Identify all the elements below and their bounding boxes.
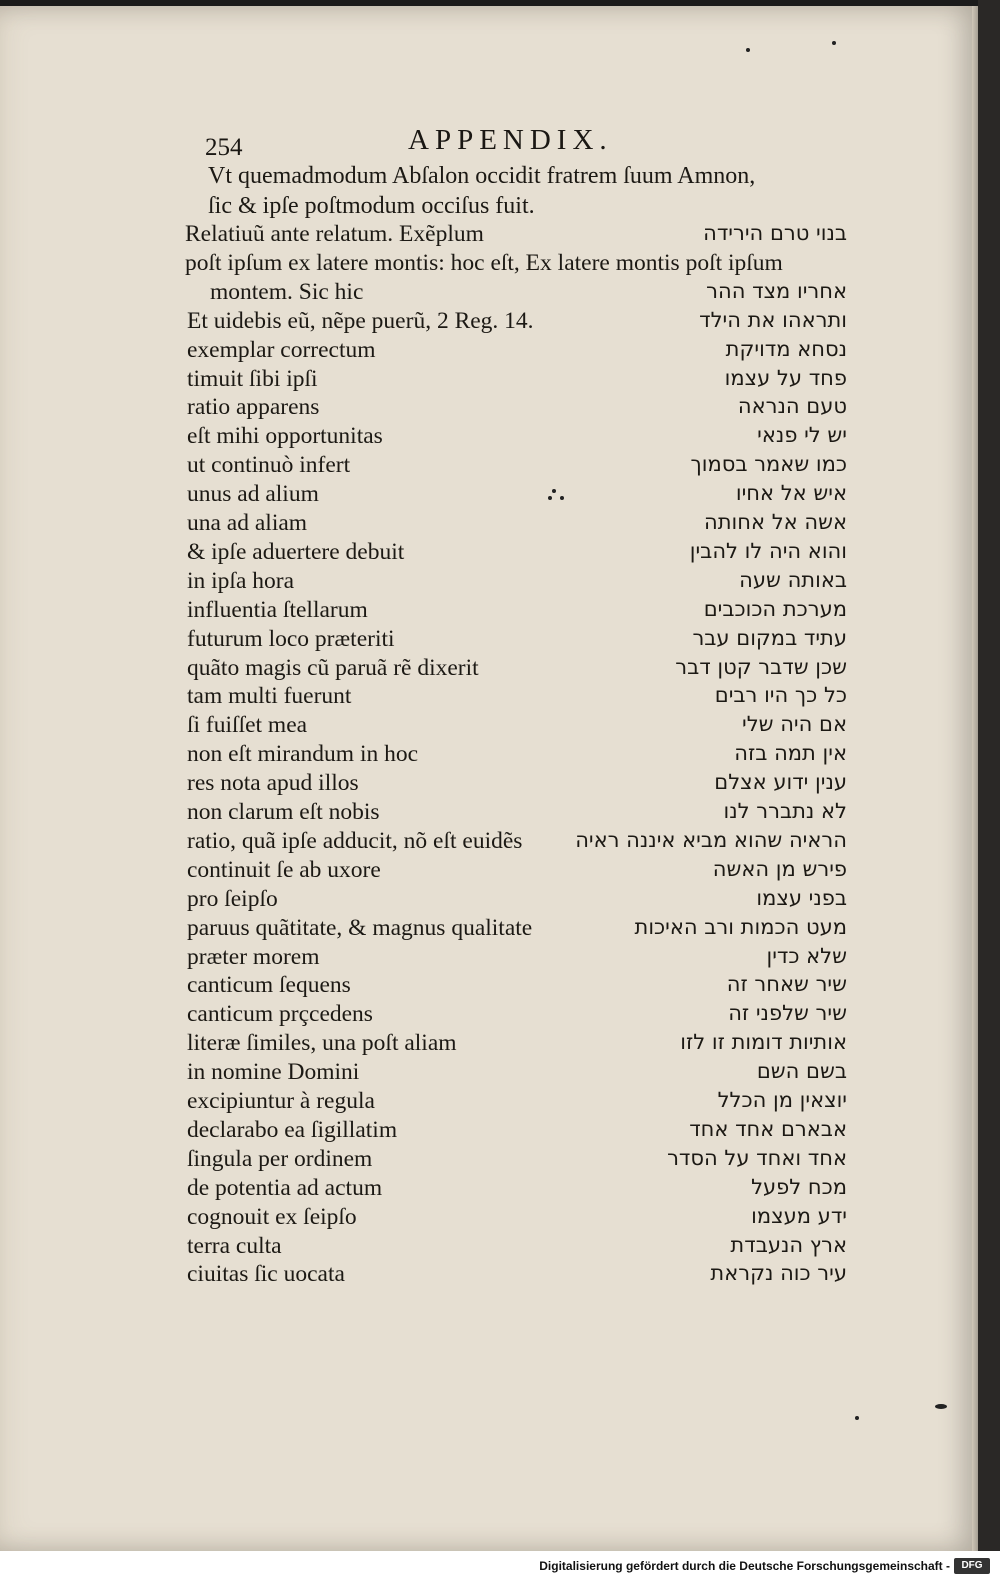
latin-phrase: eſt mihi opportunitas <box>187 423 383 450</box>
latin-phrase: cognouit ex ſeipſo <box>187 1203 357 1230</box>
latin-phrase: declarabo ea ſigillatim <box>187 1116 398 1143</box>
glossary-entry <box>0 770 980 799</box>
hebrew-phrase: הראיה שהוא מביא איננה ראיה <box>575 827 847 852</box>
hebrew-phrase: באותה שעה <box>739 567 847 592</box>
hebrew-phrase: אין תמה בזה <box>734 741 847 766</box>
latin-phrase: montem. Sic hic <box>210 278 364 305</box>
latin-phrase: ſi fuiſſet mea <box>187 712 308 739</box>
glossary-entry <box>0 308 980 337</box>
glossary-entry <box>0 626 980 655</box>
glossary-entry <box>0 337 980 366</box>
glossary-entry <box>0 568 980 597</box>
latin-phrase: excipiuntur à regula <box>187 1088 375 1114</box>
hebrew-phrase: אשה אל אחותה <box>704 510 847 534</box>
hebrew-phrase: לא נתברר לנו <box>723 799 847 823</box>
glossary-entry <box>0 366 980 395</box>
hebrew-phrase: והוא היה לו להבין <box>689 538 847 563</box>
hebrew-phrase: שיר שאחר זה <box>726 972 847 997</box>
hebrew-phrase: אבארם אחד אחד <box>689 1116 847 1141</box>
hebrew-phrase: ענין ידוע אצלם <box>714 770 847 795</box>
latin-phrase: tam multi fuerunt <box>187 683 352 710</box>
latin-phrase: ciuitas ſic uocata <box>187 1261 345 1288</box>
latin-phrase: non eſt mirandum in hoc <box>187 741 419 768</box>
hebrew-phrase: בפני עצמו <box>756 885 847 910</box>
glossary-entry <box>0 1001 980 1030</box>
glossary-entry <box>0 423 980 452</box>
footer-credit: Digitalisierung gefördert durch die Deutsche Forschungsgemeinschaft - <box>539 1559 950 1573</box>
glossary-entry <box>0 1175 980 1204</box>
intro-line: ſic & ipſe poſtmodum occiſus fuit. <box>208 193 535 219</box>
hebrew-phrase: בשם השם <box>756 1059 847 1084</box>
glossary-entry <box>0 799 980 828</box>
glossary-entry <box>0 452 980 481</box>
latin-phrase: terra culta <box>187 1232 282 1259</box>
latin-phrase: quãto magis cũ paruã rẽ dixerit <box>187 654 479 681</box>
latin-phrase: in nomine Domini <box>187 1059 360 1086</box>
glossary-entry <box>0 1088 980 1117</box>
latin-phrase: non clarum eſt nobis <box>187 799 380 825</box>
paper-speck <box>935 1404 947 1409</box>
glossary-entry <box>0 712 980 741</box>
hebrew-phrase: כל כך היו רבים <box>714 683 847 708</box>
latin-phrase: continuit ſe ab uxore <box>187 856 381 883</box>
latin-phrase: ſingula per ordinem <box>187 1145 373 1172</box>
glossary-entry <box>0 915 980 944</box>
paper-speck <box>560 496 564 500</box>
glossary-entry <box>0 828 980 857</box>
hebrew-phrase: ארץ הנעבדת <box>730 1232 847 1257</box>
glossary-entry <box>0 221 980 250</box>
hebrew-phrase: שיר שלפני זה <box>728 1001 847 1026</box>
latin-phrase: & ipſe aduertere debuit <box>187 538 405 565</box>
latin-phrase: exemplar correctum <box>187 336 376 363</box>
glossary-entry <box>0 394 980 423</box>
glossary-entry <box>0 1059 980 1088</box>
latin-phrase: paruus quãtitate, & magnus qualitate <box>187 914 533 941</box>
glossary-entry <box>0 741 980 770</box>
hebrew-phrase: מערכת הכוכבים <box>703 596 847 621</box>
glossary-entry <box>0 886 980 915</box>
hebrew-phrase: שלא כדין <box>766 943 847 968</box>
paper-speck <box>746 48 750 52</box>
dfg-logo: DFG <box>954 1558 990 1574</box>
hebrew-phrase: מעט הכמות ורב האיכות <box>634 914 847 939</box>
glossary-entry <box>0 857 980 886</box>
latin-phrase: canticum ſequens <box>187 972 351 999</box>
hebrew-phrase: מכח לפעל <box>751 1174 847 1199</box>
paper-speck <box>548 496 552 500</box>
scan-border <box>978 0 1000 1583</box>
hebrew-phrase: פירש מן האשה <box>712 856 847 881</box>
latin-phrase: canticum prçcedens <box>187 1001 373 1028</box>
hebrew-phrase: אם היה שלי <box>742 712 847 737</box>
latin-phrase: influentia ſtellarum <box>187 596 368 623</box>
hebrew-phrase: איש אל אחיו <box>735 481 847 506</box>
glossary-entry <box>0 1146 980 1175</box>
hebrew-phrase: עתיד במקום עבר <box>692 625 847 650</box>
paper-speck <box>552 489 556 493</box>
glossary-entry <box>0 1030 980 1059</box>
hebrew-phrase: אותיות דומות זו לזו <box>680 1030 847 1055</box>
latin-phrase: una ad aliam <box>187 510 308 536</box>
hebrew-phrase: שכן שדבר קטן דבר <box>675 654 847 679</box>
glossary-entry <box>0 683 980 712</box>
paper-speck <box>855 1416 859 1420</box>
hebrew-phrase: אחד ואחד על הסדר <box>667 1145 847 1170</box>
hebrew-phrase: כמו שאמר בסמוך <box>690 452 847 477</box>
running-head <box>0 124 980 164</box>
glossary-entry <box>0 279 980 308</box>
latin-phrase: Et uidebis eũ, nẽpe puerũ, 2 Reg. 14. <box>187 307 534 334</box>
hebrew-phrase: ותראהו את הילד <box>699 307 847 332</box>
latin-phrase: Relatiuũ ante relatum. Exẽplum <box>185 221 484 247</box>
hebrew-phrase: טעם הנראה <box>737 394 847 419</box>
footer-bar <box>0 1551 1000 1583</box>
paper-speck <box>832 41 836 45</box>
intro-line: Vt quemadmodum Abſalon occidit fratrem ſuum Amnon, <box>208 163 756 189</box>
glossary-entry <box>0 1117 980 1146</box>
hebrew-phrase: אחריו מצד ההר <box>706 278 847 303</box>
glossary-entry <box>0 481 980 510</box>
glossary-entry <box>0 972 980 1001</box>
latin-phrase: literæ ſimiles, una poſt aliam <box>187 1030 457 1057</box>
section-title: APPENDIX. <box>408 124 613 156</box>
latin-phrase: unus ad alium <box>187 481 319 508</box>
glossary-entry <box>0 944 980 973</box>
latin-phrase: de potentia ad actum <box>187 1174 383 1201</box>
latin-phrase: pro ſeipſo <box>187 885 278 912</box>
glossary-entry <box>0 597 980 626</box>
latin-phrase: in ipſa hora <box>187 567 295 594</box>
latin-phrase: ut continuò infert <box>187 452 351 479</box>
glossary-entry <box>0 655 980 684</box>
hebrew-phrase: בנוי טרם הירידה <box>703 221 847 245</box>
latin-phrase: præter morem <box>187 943 320 970</box>
latin-phrase: res nota apud illos <box>187 770 359 797</box>
hebrew-phrase: פחד על עצמו <box>724 365 847 390</box>
glossary-entry <box>0 1233 980 1262</box>
hebrew-phrase: יש לי פנאי <box>757 423 847 448</box>
glossary-entry <box>0 250 980 279</box>
latin-phrase: poſt ipſum ex latere montis: hoc eſt, Ex latere montis poſt ipſum <box>185 249 783 276</box>
hebrew-phrase: יוצאין מן הכלל <box>717 1088 847 1112</box>
glossary-entry <box>0 539 980 568</box>
hebrew-phrase: עיר כוה נקראת <box>710 1261 847 1286</box>
hebrew-phrase: נסחא מדויקת <box>725 336 847 361</box>
latin-phrase: futurum loco præteriti <box>187 625 395 652</box>
hebrew-phrase: ידע מעצמו <box>751 1203 847 1228</box>
latin-phrase: ratio, quã ipſe adducit, nõ eſt euidẽs <box>187 827 523 854</box>
glossary-entry <box>0 510 980 539</box>
glossary-entry <box>0 1204 980 1233</box>
latin-phrase: ratio apparens <box>187 394 320 421</box>
glossary-entry <box>0 1261 980 1290</box>
latin-phrase: timuit ſibi ipſi <box>187 365 318 392</box>
page-number: 254 <box>205 134 243 161</box>
book-page <box>0 6 980 1551</box>
